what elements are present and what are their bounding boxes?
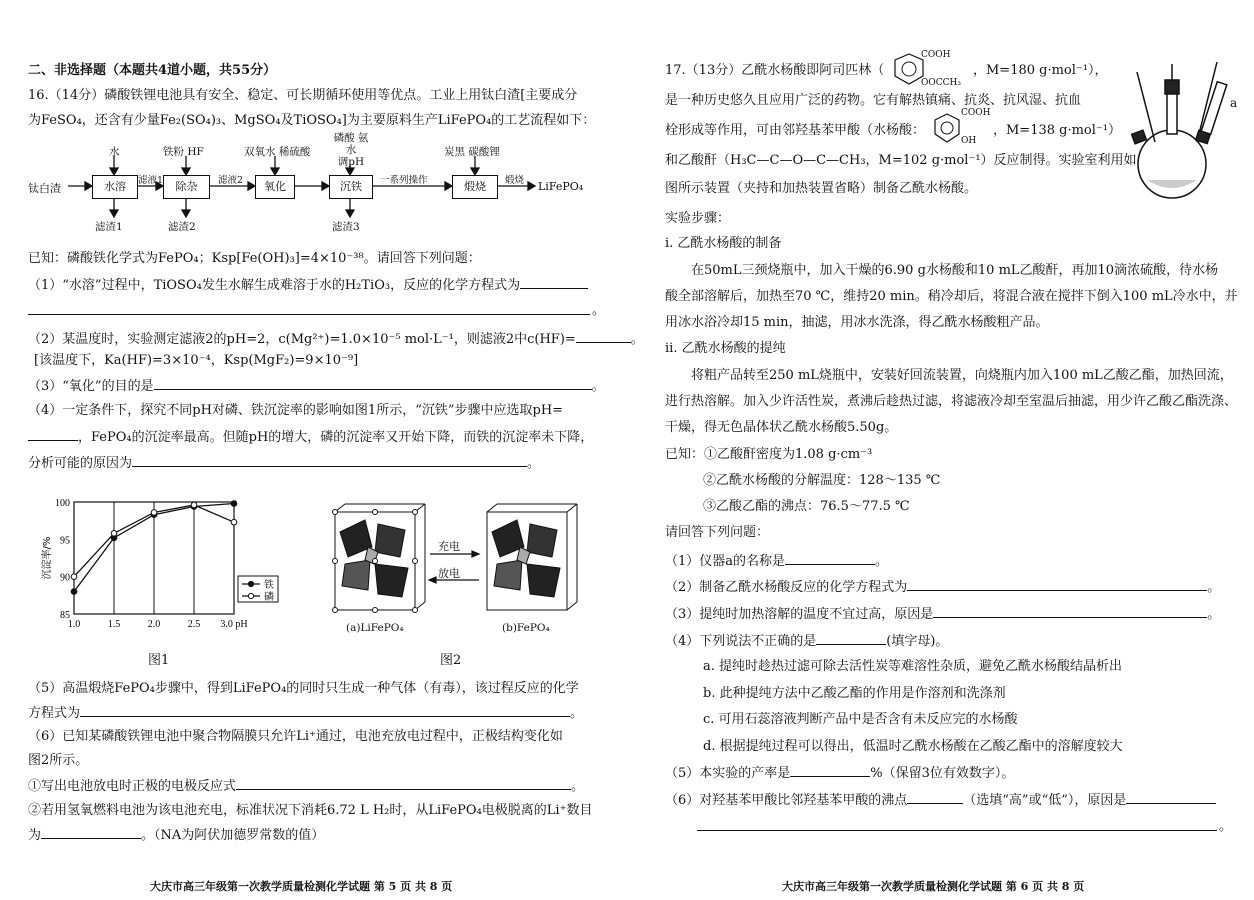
right-footer: 大庆市高三年级第一次教学质量检测化学试题 第 6 页 共 8 页 [782,880,1085,893]
data-point [71,574,77,580]
aspirin-cooh: COOH [921,50,951,60]
q16-part-2-note: [该温度下，Ka(HF)=3×10⁻⁴，Ksp(MgF₂)=9×10⁻⁹] [34,353,359,368]
option-b: b. 此种提纯方法中乙酸乙酯的作用是作溶剂和洗涤剂 [703,686,1006,701]
step-2-line-b: 进行热溶解。加入少许活性炭，煮沸后趁热过滤，将滤液冷却至室温后抽滤，用少许乙酸乙酯洗涤、 [665,394,1238,409]
q17-part-2: （2）制备乙酰水杨酸反应的化学方程式为 。 [665,580,1221,595]
answer-blank-12[interactable] [816,632,886,645]
known-2: ②乙酰水杨酸的分解温度：128～135 ℃ [703,473,941,488]
q16-part-5a: （5）高温煅烧FePO₄步骤中，得到LiFePO₄的同时只生成一种气体（有毒），该过程反应的化学 [28,681,579,696]
left-footer: 大庆市高三年级第一次教学质量检测化学试题 第 5 页 共 8 页 [150,880,453,893]
flow-start: 钛白渣 [28,182,61,195]
ask-title: 请回答下列问题： [665,525,770,540]
y-tick-label: 100 [55,498,70,509]
q17-line-3b: ，M=138 g·mol⁻¹） [993,123,1121,138]
q17-part-5: （5）本实验的产率是 %（保留3位有效数字）。 [665,766,1015,781]
fig2-charge-label: 充电 [438,540,460,553]
legend-marker [248,593,253,598]
flow-step-3-input: 双氧水 稀硫酸 [244,146,311,158]
step-1-line-a: 在50mL三颈烧瓶中，加入干燥的6.90 g水杨酸和10 mL乙酸酐，再加10滴浓硫酸，待水杨 [691,263,1219,278]
data-point [231,501,237,507]
data-point [191,502,197,508]
figure-1-caption: 图1 [148,653,170,668]
apparatus-label-a: a [1230,96,1238,110]
answer-blank-9[interactable] [785,552,875,565]
q16-intro-1: 16.（14分）磷酸铁锂电池具有安全、稳定、可长期循环使用等优点。工业上用钛白渣[主要成分 [28,88,578,103]
flow-step-4-residue: 滤渣3 [332,221,360,233]
step-2-title: ii. 乙酰水杨酸的提纯 [665,341,786,356]
left-page: 二、非选择题（本题共4道小题，共55分） 16.（14分）磷酸铁锂电池具有安全、稳定、可长期循环使用等优点。工业上用钛白渣[主要成分 为FeSO₄，还含有少量Fe₂(SO₄)₃、MgSO₄及TiOSO₄]为主要原料生产LiFePO₄的工艺流程如下： 钛白渣 水溶 水 滤渣1 滤液1 除杂 铁粉 HF 滤渣2 滤液2 氧化 双氧水 稀硫酸 沉铁 磷酸 氨水 调pH 滤渣3 一系列操作 煅烧 炭黑 碳酸锂 煅烧 LiFePO₄ 已知：磷酸铁化学式为FePO₄；Ksp[Fe(OH)₃]=4×10⁻³⁸。请回答下列问题： （1）“水溶”过程中，TiOSO₄发生水解生成难溶于水的H₂TiO₃，反应的化学方程式为 。 （2）某温度时，实验测定滤液2的pH=2，c(Mg²⁺)=1.0×10⁻⁵ mol·L⁻¹，则滤液2中c(HF)= 。 [该温度下，Ka(HF)=3×10⁻⁴，Ksp(MgF₂)=9×10⁻⁹] （3）“氧化”的目的是 。 （4）一定条件下，探究不同pH对磷、铁沉淀率的影响如图1所示，“沉铁”步骤中应选取pH= ，FePO₄的沉淀率最高。但随pH的增大，磷的沉淀率又开始下降，而铁的沉淀率未下降， 分析可能的原因为 。 1.0 1.5 2.0 2.5 3.0 pH 85 90 95 100 沉淀率/% 铁 磷 图1 充电 放电 (a)LiFePO₄ (b)FePO₄ 图2 （5）高温煅烧FePO₄步骤中，得到LiFePO₄的同时只生成一种气体（有毒），该过程反应的化学 方程式为 。 （6）已知某磷酸铁锂电池中聚合物隔膜只允许Li⁺通过，电池充放电过程中，正极结构变化如 图2所示。 ①写出电池放电时正极的电极反应式 。 ②若用氢氧燃料电池为该电池充电，标准状况下消耗6.72 L H₂时，从LiFePO₄电极脱离的Li⁺数目 为 。（NA为阿伏加德罗常数的值） 大庆市高三年级第一次教学质量检测化学试题 第 5 页 共 8 页 [0,0,627,900]
x-tick-label: 3.0 pH [220,619,248,630]
flow-step-2: 除杂 [163,175,210,199]
q17-line-4: 和乙酸酐（H₃C—C—O—C—CH₃，M=102 g·mol⁻¹）反应制得。实验室利用如 [665,153,1137,168]
fepo4-crystal-icon [487,504,577,610]
fig2-label-b: (b)FePO₄ [502,622,550,634]
steps-title: 实验步骤： [665,211,731,226]
legend-marker [248,581,253,586]
flow-step-2-input: 铁粉 HF [163,146,204,158]
flow-arrow-2: 滤液2 [218,175,244,186]
step-2-line-a: 将粗产品转至250 mL烧瓶中，安装好回流装置，向烧瓶内加入100 mL乙酸乙酯，加热回流， [691,368,1233,383]
flow-step-1-input: 水 [109,146,120,158]
q16-part-4a: （4）一定条件下，探究不同pH对磷、铁沉淀率的影响如图1所示，“沉铁”步骤中应选取pH= [28,403,564,418]
q17-line-2: 是一种历史悠久且应用广泛的药物。它有解热镇痛、抗炎、抗风湿、抗血 [665,93,1082,108]
step-1-title: i. 乙酰水杨酸的制备 [665,236,782,251]
q16-part-3: （3）“氧化”的目的是 。 [28,379,605,394]
answer-blank-1[interactable] [520,276,588,289]
flow-arrow-4: 一系列操作 [380,175,428,186]
x-tick-label: 1.5 [107,619,121,630]
answer-blank-14[interactable] [907,791,963,804]
three-neck-flask-apparatus-icon [1117,62,1247,202]
option-a: a. 提纯时趁热过滤可除去活性炭等难溶性杂质，避免乙酰水杨酸结晶析出 [703,659,1123,674]
flow-step-4-input: 磷酸 氨水 调pH [333,132,369,168]
flow-step-4: 沉铁 [329,175,373,199]
figure-1-chart [40,494,300,644]
answer-blank-15[interactable] [1126,791,1216,804]
answer-blank-10[interactable] [907,578,1207,591]
q16-part-2: （2）某温度时，实验测定滤液2的pH=2，c(Mg²⁺)=1.0×10⁻⁵ mol·L⁻¹，则滤液2中c(HF)= 。 [28,332,644,347]
flow-end: LiFePO₄ [538,180,584,193]
right-page: 17.（13分）乙酰水杨酸即阿司匹林（ COOH OOCCH₃ ，M=180 g·mol⁻¹）， 是一种历史悠久且应用广泛的药物。它有解热镇痛、抗炎、抗风湿、抗血 栓形成等作用，可由邻羟基苯甲酸（水杨酸： COOH OH ，M=138 g·mol⁻¹） 和乙酸酐（H₃C—C—O—C—CH₃，M=102 g·mol⁻¹）反应制得。实验室利用如 图所示装置（夹持和加热装置省略）制备乙酰水杨酸。 a 实验步骤： i. 乙酰水杨酸的制备 在50mL三颈烧瓶中，加入干燥的6.90 g水杨酸和10 mL乙酸酐，再加10滴浓硫酸，待水杨 酸全部溶解后，加热至70 ℃，维持20 min。稍冷却后，将混合液在搅拌下倒入100 mL冷水中，并 用冰水浴冷却15 min，抽滤，用冰水洗涤，得乙酰水杨酸粗产品。 ii. 乙酰水杨酸的提纯 将粗产品转至250 mL烧瓶中，安装好回流装置，向烧瓶内加入100 mL乙酸乙酯，加热回流， 进行热溶解。加入少许活性炭，煮沸后趁热过滤，将滤液冷却至室温后抽滤，用少许乙酸乙酯洗涤、 干燥，得无色晶体状乙酰水杨酸5.50g。 已知：①乙酸酐密度为1.08 g·cm⁻³ ②乙酰水杨酸的分解温度：128～135 ℃ ③乙酸乙酯的沸点：76.5～77.5 ℃ 请回答下列问题： （1）仪器a的名称是 。 （2）制备乙酰水杨酸反应的化学方程式为 。 （3）提纯时加热溶解的温度不宜过高，原因是 。 （4）下列说法不正确的是 (填字母)。 a. 提纯时趁热过滤可除去活性炭等难溶性杂质，避免乙酰水杨酸结晶析出 b. 此种提纯方法中乙酸乙酯的作用是作溶剂和洗涤剂 c. 可用石蕊溶液判断产品中是否含有未反应完的水杨酸 d. 根据提纯过程可以得出，低温时乙酰水杨酸在乙酸乙酯中的溶解度较大 （5）本实验的产率是 %（保留3位有效数字）。 （6）对羟基苯甲酸比邻羟基苯甲酸的沸点 （选填“高”或“低”），原因是 。 大庆市高三年级第一次教学质量检测化学试题 第 6 页 共 8 页 [627,0,1254,900]
answer-blank-13[interactable] [790,764,870,777]
data-point [231,519,237,525]
step-1-line-c: 用冰水浴冷却15 min，抽滤，用冰水洗涤，得乙酰水杨酸粗产品。 [665,315,1049,330]
q17-line-5: 图所示装置（夹持和加热装置省略）制备乙酰水杨酸。 [665,181,978,196]
x-tick-label: 2.5 [187,619,201,630]
legend-label: 磷 [264,592,274,603]
flow-step-5-input: 炭黑 碳酸锂 [444,146,500,158]
known-1: 已知：①乙酸酐密度为1.08 g·cm⁻³ [665,447,873,462]
figure-2-caption: 图2 [440,653,462,668]
q16-part-6a: （6）已知某磷酸铁锂电池中聚合物隔膜只允许Li⁺通过，电池充放电过程中，正极结构变化如 [28,729,563,744]
legend-label: 铁 [264,580,274,591]
q16-part-6e: 为 。（NA为阿伏加德罗常数的值） [28,828,325,843]
q16-intro-2: 为FeSO₄，还含有少量Fe₂(SO₄)₃、MgSO₄及TiOSO₄]为主要原料生产LiFePO₄的工艺流程如下： [28,113,596,128]
section-title: 二、非选择题（本题共4道小题，共55分） [28,63,277,78]
x-tick-label: 2.0 [147,619,161,630]
known-3: ③乙酸乙酯的沸点：76.5～77.5 ℃ [703,499,910,514]
flow-arrow-5: 煅烧 [505,175,525,186]
salicylic-cooh: COOH [961,108,991,118]
x-tick-label: 1.0 [67,619,81,630]
fig2-discharge-label: 放电 [438,567,460,580]
answer-blank-4[interactable] [28,428,78,441]
q16-known: 已知：磷酸铁化学式为FePO₄；Ksp[Fe(OH)₃]=4×10⁻³⁸。请回答下列问题： [28,251,481,266]
q16-part-6b: 图2所示。 [28,753,89,768]
flow-arrow-1: 滤液1 [138,175,164,186]
option-c: c. 可用石蕊溶液判断产品中是否含有未反应完的水杨酸 [703,712,1018,727]
q16-part-4c: 分析可能的原因为 。 [28,456,541,471]
lifepo4-crystal-icon [333,504,426,613]
q16-part-5b: 方程式为 。 [28,706,584,721]
q16-part-6d: ②若用氢氧燃料电池为该电池充电，标准状况下消耗6.72 L H₂时，从LiFePO₄电极脱离的Li⁺数目 [28,803,593,818]
step-1-line-b: 酸全部溶解后，加热至70 ℃，维持20 min。稍冷却后，将混合液在搅拌下倒入100 mL冷水中，并 [665,289,1238,304]
answer-blank-6[interactable] [80,704,570,717]
y-tick-label: 90 [60,572,70,584]
salicylic-oh: OH [961,136,977,146]
data-point [151,510,157,516]
option-d: d. 根据提纯过程可以得出，低温时乙酰水杨酸在乙酸乙酯中的溶解度较大 [703,739,1123,754]
data-point [71,589,77,595]
flow-step-5: 煅烧 [452,175,498,199]
q17-part-6: （6）对羟基苯甲酸比邻羟基苯甲酸的沸点 （选填“高”或“低”），原因是 [665,791,1216,810]
flow-step-2-residue: 滤渣2 [168,221,196,233]
flow-step-1-residue: 滤渣1 [95,221,123,233]
y-tick-label: 85 [60,610,70,621]
q17-line-1: 17.（13分）乙酰水杨酸即阿司匹林（ [665,63,885,78]
q17-part-3: （3）提纯时加热溶解的温度不宜过高，原因是 。 [665,607,1221,622]
flow-step-1: 水溶 [92,175,138,199]
q17-line-1b: ，M=180 g·mol⁻¹）， [973,63,1108,78]
answer-blank-2[interactable] [576,330,631,343]
flow-step-3: 氧化 [255,175,295,199]
fig2-label-a: (a)LiFePO₄ [346,622,404,634]
answer-line-1[interactable] [28,314,590,315]
answer-line-16[interactable] [697,830,1217,831]
data-point [111,531,117,537]
answer-blank-3[interactable] [154,377,592,390]
q17-line-3: 栓形成等作用，可由邻羟基苯甲酸（水杨酸： [665,123,926,138]
answer-blank-7[interactable] [236,777,571,790]
y-tick-label: 95 [60,535,70,547]
answer-blank-11[interactable] [933,605,1207,618]
y-axis-label: 沉淀率/% [42,536,53,580]
step-2-line-c: 干燥，得无色晶体状乙酰水杨酸5.50g。 [665,420,898,435]
q16-part-6c: ①写出电池放电时正极的电极反应式 。 [28,779,585,794]
q16-part-4b: ，FePO₄的沉淀率最高。但随pH的增大，磷的沉淀率又开始下降，而铁的沉淀率未下降， [28,428,593,447]
answer-blank-5[interactable] [132,454,527,467]
q17-part-4: （4）下列说法不正确的是 (填字母)。 [665,634,949,649]
answer-blank-8[interactable] [41,826,141,839]
aspirin-ococh3: OOCCH₃ [921,78,961,88]
q17-part-1: （1）仪器a的名称是 。 [665,554,889,569]
q16-part-1: （1）“水溶”过程中，TiOSO₄发生水解生成难溶于水的H₂TiO₃，反应的化学方程式为 [28,276,588,295]
